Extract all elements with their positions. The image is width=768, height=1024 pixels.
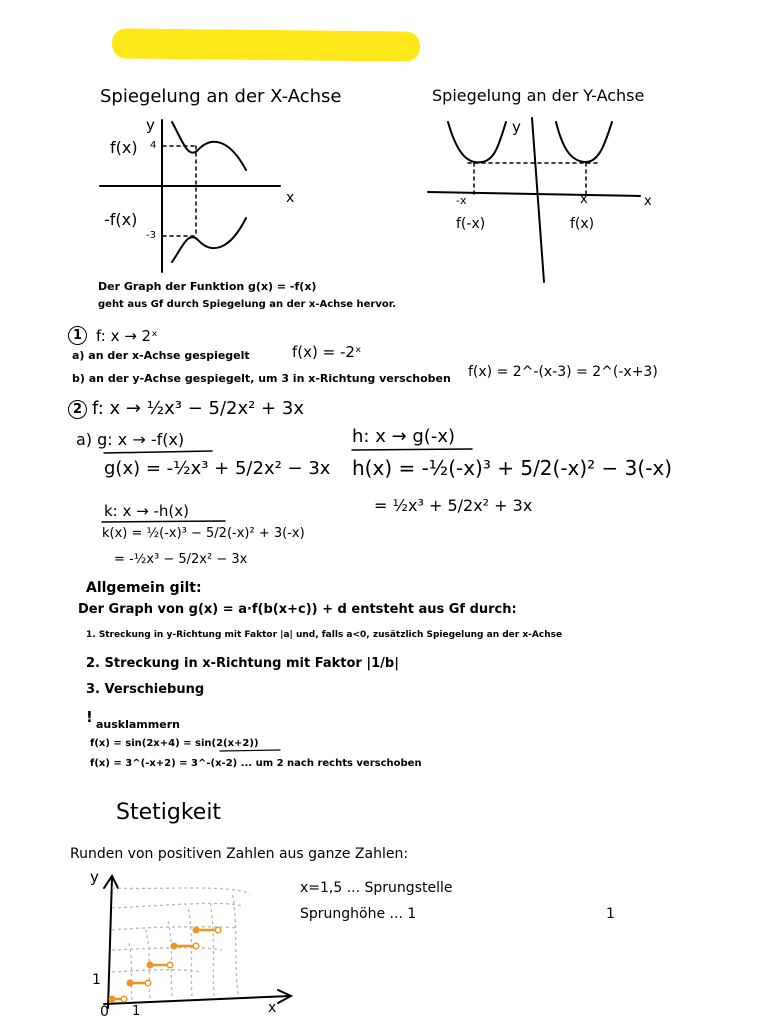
continuity-y-axis-label: y bbox=[90, 868, 99, 886]
example-1-func: f: x → 2ˣ bbox=[96, 327, 158, 345]
my-curve-left bbox=[448, 122, 506, 162]
continuity-subtitle: Runden von positiven Zahlen aus ganze Zahlen: bbox=[70, 846, 409, 862]
mirror-y-title: Spiegelung an der Y-Achse bbox=[432, 86, 645, 105]
continuity-title: Stetigkeit bbox=[116, 800, 222, 825]
ul-g bbox=[104, 451, 212, 453]
statement-line1: Der Graph der Funktion g(x) = -f(x) bbox=[98, 280, 317, 293]
note-exclamation-icon: ! bbox=[86, 708, 93, 726]
example-2-h-line1: h(x) = -½(-x)³ + 5/2(-x)² − 3(-x) bbox=[352, 456, 673, 480]
mx-curve-top bbox=[172, 122, 246, 170]
mirror-x-y-axis-label: y bbox=[146, 116, 155, 134]
example-2-k-line1: k(x) = ½(-x)³ − 5/2(-x)² + 3(-x) bbox=[102, 526, 305, 541]
continuity-tick-1y: 1 bbox=[92, 972, 101, 988]
example-2-k-header: k: x → -h(x) bbox=[104, 502, 189, 520]
ul-note bbox=[220, 750, 280, 751]
mirror-y-neg-x-tick: -x bbox=[456, 194, 467, 207]
example-2-func: f: x → ½x³ − 5/2x² + 3x bbox=[92, 398, 304, 419]
example-1-a-result: f(x) = -2ˣ bbox=[292, 343, 362, 361]
example-2-h-line2: = ½x³ + 5/2x² + 3x bbox=[374, 496, 533, 515]
mirror-x-val-top: 4 bbox=[150, 140, 157, 151]
ul-k bbox=[102, 521, 225, 522]
example-2-g-header: a) g: x → -f(x) bbox=[76, 430, 185, 449]
ul-h bbox=[352, 449, 472, 450]
note-heading: ausklammern bbox=[96, 718, 180, 731]
mirror-y-f-neg-x: f(-x) bbox=[456, 216, 486, 232]
continuity-tick-1x: 1 bbox=[132, 1004, 141, 1019]
mirror-y-x-tick: x bbox=[580, 192, 588, 207]
note-line2: f(x) = 3^(-x+2) = 3^-(x-2) ... um 2 nach rechts verschoben bbox=[90, 758, 422, 769]
general-intro: Der Graph von g(x) = a·f(b(x+c)) + d entsteht aus Gf durch: bbox=[78, 602, 517, 617]
example-2-k-line2: = -½x³ − 5/2x² − 3x bbox=[114, 552, 248, 567]
mx-curve-bottom bbox=[172, 218, 246, 262]
example-1-b-result: f(x) = 2^-(x-3) = 2^(-x+3) bbox=[468, 364, 658, 380]
continuity-x-axis-label: x bbox=[268, 1000, 277, 1016]
general-item2: 2. Streckung in x-Richtung mit Faktor |1/b| bbox=[86, 656, 399, 671]
mirror-x-title: Spiegelung an der X-Achse bbox=[100, 86, 342, 107]
note-line1: f(x) = sin(2x+4) = sin(2(x+2)) bbox=[90, 738, 259, 749]
general-item3: 3. Verschiebung bbox=[86, 682, 205, 697]
mirror-y-x-axis-label: x bbox=[644, 194, 652, 209]
example-1-a-text: a) an der x-Achse gespiegelt bbox=[72, 349, 250, 362]
my-curve-right bbox=[556, 122, 612, 162]
example-2-g-result: g(x) = -½x³ + 5/2x² − 3x bbox=[104, 458, 331, 479]
ct-y-axis bbox=[108, 878, 112, 1008]
mirror-x-val-bottom: -3 bbox=[146, 230, 156, 241]
general-item1: 1. Streckung in y-Richtung mit Faktor |a| und, falls a<0, zusätzlich Spiegelung an der x-Achse bbox=[86, 630, 563, 640]
mirror-x-fx-label: f(x) bbox=[110, 138, 138, 157]
mirror-y-f-x: f(x) bbox=[570, 216, 595, 232]
example-1-number: 1 bbox=[68, 326, 87, 345]
statement-line2: geht aus Gf durch Spiegelung an der x-Achse hervor. bbox=[98, 299, 397, 310]
example-1-b-text: b) an der y-Achse gespiegelt, um 3 in x-Richtung verschoben bbox=[72, 372, 451, 385]
mirror-y-y-axis-label: y bbox=[512, 118, 521, 136]
my-y-axis bbox=[532, 118, 544, 282]
example-2-number: 2 bbox=[68, 400, 87, 419]
continuity-jump-height: Sprunghöhe ... 1 bbox=[300, 906, 417, 922]
mirror-x-x-axis-label: x bbox=[286, 190, 295, 206]
continuity-origin: 0 bbox=[100, 1004, 109, 1020]
mirror-x-neg-fx-label: -f(x) bbox=[104, 210, 138, 229]
continuity-stray-mark: 1 bbox=[606, 906, 615, 922]
example-2-h-header: h: x → g(-x) bbox=[352, 426, 455, 447]
general-heading: Allgemein gilt: bbox=[86, 580, 202, 596]
continuity-jump-at: x=1,5 ... Sprungstelle bbox=[300, 880, 453, 896]
